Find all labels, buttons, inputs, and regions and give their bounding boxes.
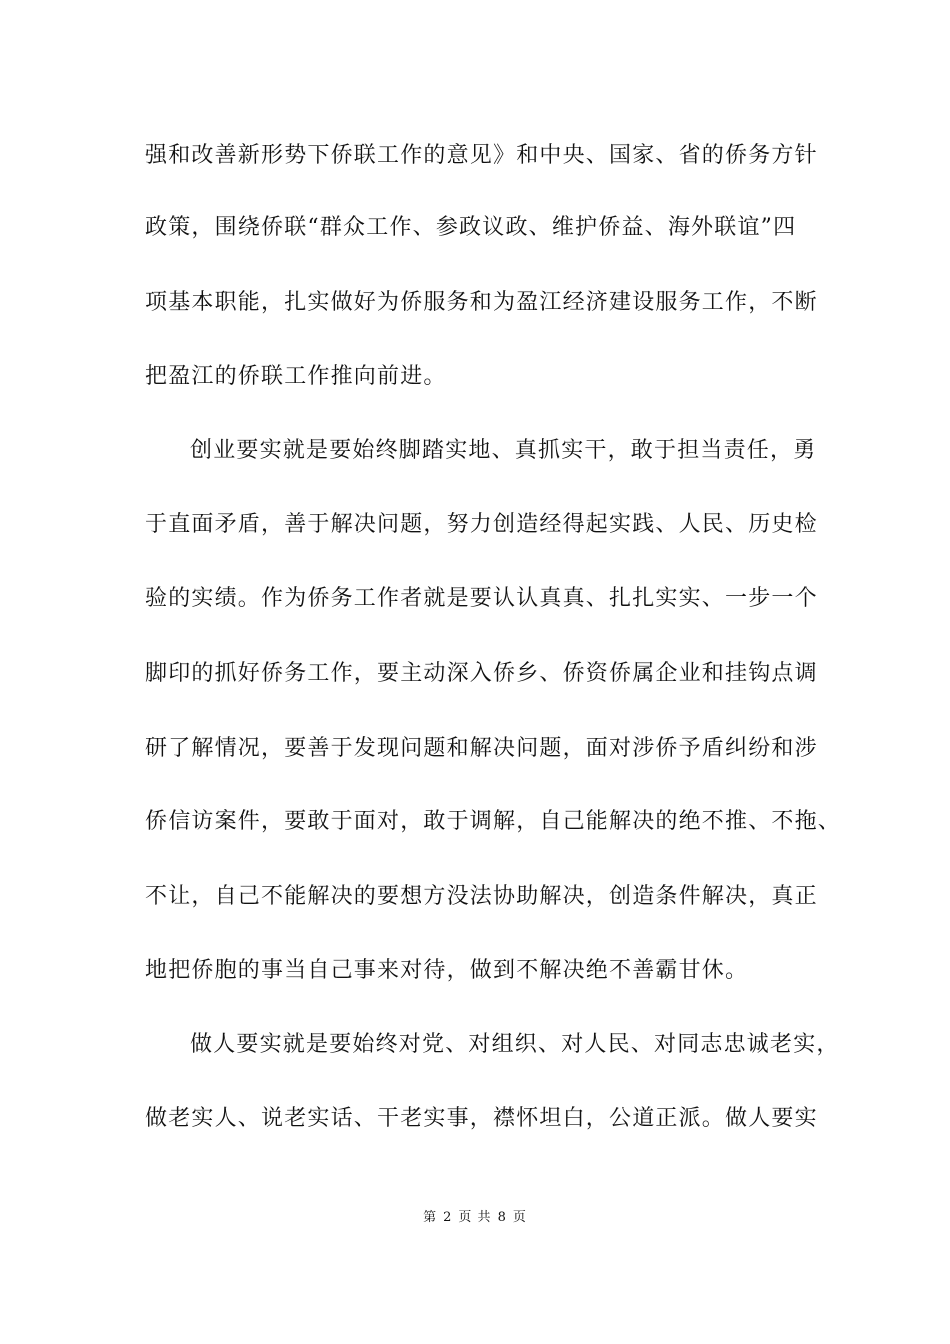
text-line-11: 不让，自己不能解决的要想方没法协助解决，创造条件解决，真正	[145, 884, 818, 909]
text-line-1: 强和改善新形势下侨联工作的意见》和中央、国家、省的侨务方针	[145, 143, 818, 168]
text-line-3: 项基本职能，扎实做好为侨服务和为盈江经济建设服务工作，不断	[145, 290, 818, 315]
text-line-12: 地把侨胞的事当自己事来对待，做到不解决绝不善霸甘休。	[145, 958, 749, 983]
text-line-8: 脚印的抓好侨务工作，要主动深入侨乡、侨资侨属企业和挂钩点调	[145, 661, 818, 686]
page-footer	[0, 1208, 950, 1228]
paragraph-start-chuangye: 创业要实就是要始终脚踏实地、真抓实干，敢于担当责任，勇	[190, 438, 817, 463]
footer-page-number: 2	[443, 1210, 453, 1225]
text-line-2: 政策，围绕侨联“群众工作、参政议政、维护侨益、海外联谊”四	[145, 215, 797, 240]
footer-middle: 页 共	[458, 1210, 492, 1225]
text-line-4: 把盈江的侨联工作推向前进。	[145, 364, 447, 389]
footer-prefix: 第	[423, 1210, 438, 1225]
footer-suffix: 页	[512, 1210, 527, 1225]
text-line-6: 于直面矛盾，善于解决问题，努力创造经得起实践、人民、历史检	[145, 512, 818, 537]
text-line-10: 侨信访案件，要敢于面对，敢于调解，自己能解决的绝不推、不拖、	[145, 809, 842, 834]
text-line-9: 研了解情况，要善于发现问题和解决问题，面对涉侨予盾纠纷和涉	[145, 736, 818, 761]
paragraph-start-zuoren: 做人要实就是要始终对党、对组织、对人民、对同志忠诚老实，	[190, 1032, 840, 1057]
footer-total-pages: 8	[497, 1210, 507, 1225]
text-line-14: 做老实人、说老实话、干老实事，襟怀坦白，公道正派。做人要实	[145, 1106, 818, 1131]
text-line-7: 验的实绩。作为侨务工作者就是要认认真真、扎扎实实、一步一个	[145, 586, 818, 611]
